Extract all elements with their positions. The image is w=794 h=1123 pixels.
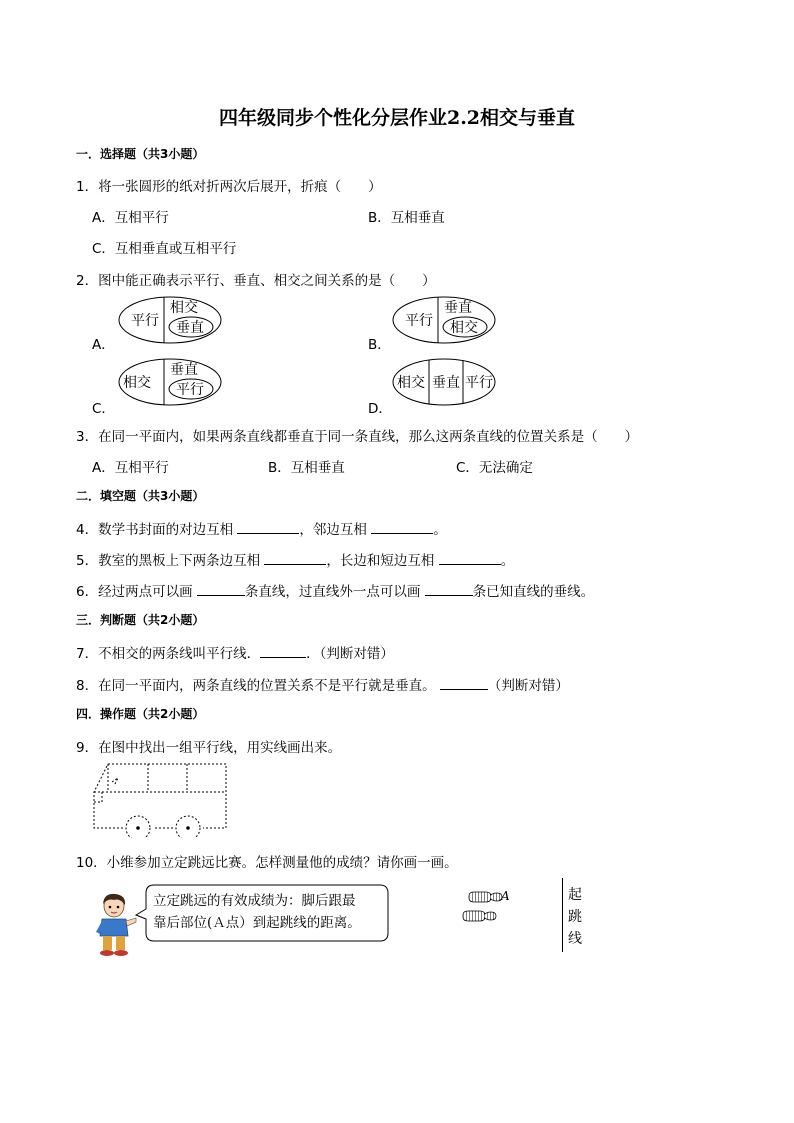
question-5 — [76, 549, 514, 569]
venn-c-inner-label: 平行 — [176, 382, 204, 398]
venn-c-left-label: 相交 — [123, 375, 151, 391]
question-8-text-1: 8．在同一平面内，两条直线的位置关系不是平行就是垂直。 — [76, 678, 436, 694]
speech-bubble-line-1: 立定跳远的有效成绩为：脚后跟最 — [153, 893, 356, 909]
venn-diagram-b[interactable] — [391, 295, 499, 347]
takeoff-label-char-2: 跳 — [568, 909, 582, 925]
question-4-blank-2[interactable] — [371, 521, 433, 534]
takeoff-line[interactable] — [562, 878, 563, 952]
question-6-text-1: 6．经过两点可以画 — [76, 584, 193, 600]
question-5-text-3: 。 — [500, 553, 515, 569]
question-8-text-2: （判断对错） — [487, 678, 569, 694]
point-a-label: A — [501, 889, 510, 903]
question-6 — [76, 580, 594, 600]
section-heading-choice: 一．选择题（共3小题） — [76, 147, 205, 161]
venn-d-part2-label: 垂直 — [432, 375, 460, 391]
section-heading-fill: 二．填空题（共3小题） — [76, 489, 205, 503]
question-7-text-2: ．（判断对错） — [306, 646, 394, 662]
venn-a-inner-label: 垂直 — [176, 320, 204, 336]
question-8-blank[interactable] — [440, 677, 488, 690]
question-2-option-a-label: A． — [92, 337, 115, 353]
question-3-option-c: C．无法确定 — [456, 460, 533, 476]
question-2-option-d-label: D． — [368, 401, 392, 417]
venn-b-inner-label: 相交 — [450, 320, 478, 336]
question-1-stem: 1．将一张圆形的纸对折两次后展开，折痕（ ） — [76, 179, 382, 195]
question-6-blank-1[interactable] — [197, 583, 245, 596]
question-6-blank-2[interactable] — [425, 583, 473, 596]
venn-a-left-label: 平行 — [131, 313, 159, 329]
question-2-option-b-label: B． — [368, 337, 391, 353]
question-3-option-b: B．互相垂直 — [268, 460, 345, 476]
question-8 — [76, 674, 569, 694]
venn-b-left-label: 平行 — [405, 313, 433, 329]
question-6-text-3: 条已知直线的垂线。 — [472, 584, 595, 600]
venn-a-top-label: 相交 — [170, 300, 198, 316]
footprints[interactable] — [460, 886, 516, 932]
question-5-text-2: ，长边和短边互相 — [326, 553, 435, 569]
question-3-stem: 3．在同一平面内，如果两条直线都垂直于同一条直线，那么这两条直线的位置关系是（ ） — [76, 429, 639, 445]
venn-diagram-a[interactable] — [117, 295, 225, 347]
venn-diagram-d[interactable] — [391, 357, 499, 409]
bus-wheel-2 — [186, 826, 190, 830]
question-6-text-2: 条直线，过直线外一点可以画 — [244, 584, 421, 600]
question-1-option-a: A．互相平行 — [92, 210, 169, 226]
question-7-blank[interactable] — [260, 645, 306, 658]
takeoff-label-char-1: 起 — [568, 887, 582, 903]
speech-bubble-text — [153, 890, 361, 934]
venn-diagram-c[interactable] — [117, 357, 225, 409]
question-5-blank-2[interactable] — [439, 552, 501, 565]
venn-d-part3-label: 平行 — [465, 375, 493, 391]
venn-c-top-label: 垂直 — [170, 362, 198, 378]
question-7 — [76, 642, 394, 662]
bus-wheel-1 — [136, 826, 140, 830]
section-heading-operate: 四．操作题（共2小题） — [76, 707, 205, 721]
venn-d-part1-label: 相交 — [397, 375, 425, 391]
question-4-blank-1[interactable] — [237, 521, 299, 534]
question-1-option-c: C．互相垂直或互相平行 — [92, 241, 237, 257]
question-5-blank-1[interactable] — [264, 552, 326, 565]
venn-b-top-label: 垂直 — [444, 300, 472, 316]
footprint-lower — [463, 911, 496, 921]
question-4-text-1: 4．数学书封面的对边互相 — [76, 522, 234, 538]
question-4-text-2: ，邻边互相 — [299, 522, 367, 538]
question-4 — [76, 518, 447, 538]
speech-bubble-line-2: 靠后部位(Ａ点）到起跳线的距离。 — [153, 915, 361, 931]
bus-figure[interactable] — [90, 760, 232, 838]
question-2-stem: 2．图中能正确表示平行、垂直、相交之间关系的是（ ） — [76, 273, 436, 289]
question-10-stem: 10．小维参加立定跳远比赛。怎样测量他的成绩？请你画一画。 — [76, 855, 458, 871]
takeoff-line-label — [568, 884, 582, 950]
question-7-text-1: 7．不相交的两条线叫平行线． — [76, 646, 261, 662]
question-5-text-1: 5．教室的黑板上下两条边互相 — [76, 553, 261, 569]
question-3-option-a: A．互相平行 — [92, 460, 169, 476]
question-4-text-3: 。 — [433, 522, 447, 538]
page-title: 四年级同步个性化分层作业2.2相交与垂直 — [218, 107, 576, 129]
footprint-upper — [469, 892, 502, 902]
section-heading-judge: 三．判断题（共2小题） — [76, 613, 205, 627]
question-1-option-b: B．互相垂直 — [368, 210, 445, 226]
question-2-option-c-label: C． — [92, 401, 115, 417]
question-9-stem: 9．在图中找出一组平行线，用实线画出来。 — [76, 740, 342, 756]
takeoff-label-char-3: 线 — [568, 931, 582, 947]
